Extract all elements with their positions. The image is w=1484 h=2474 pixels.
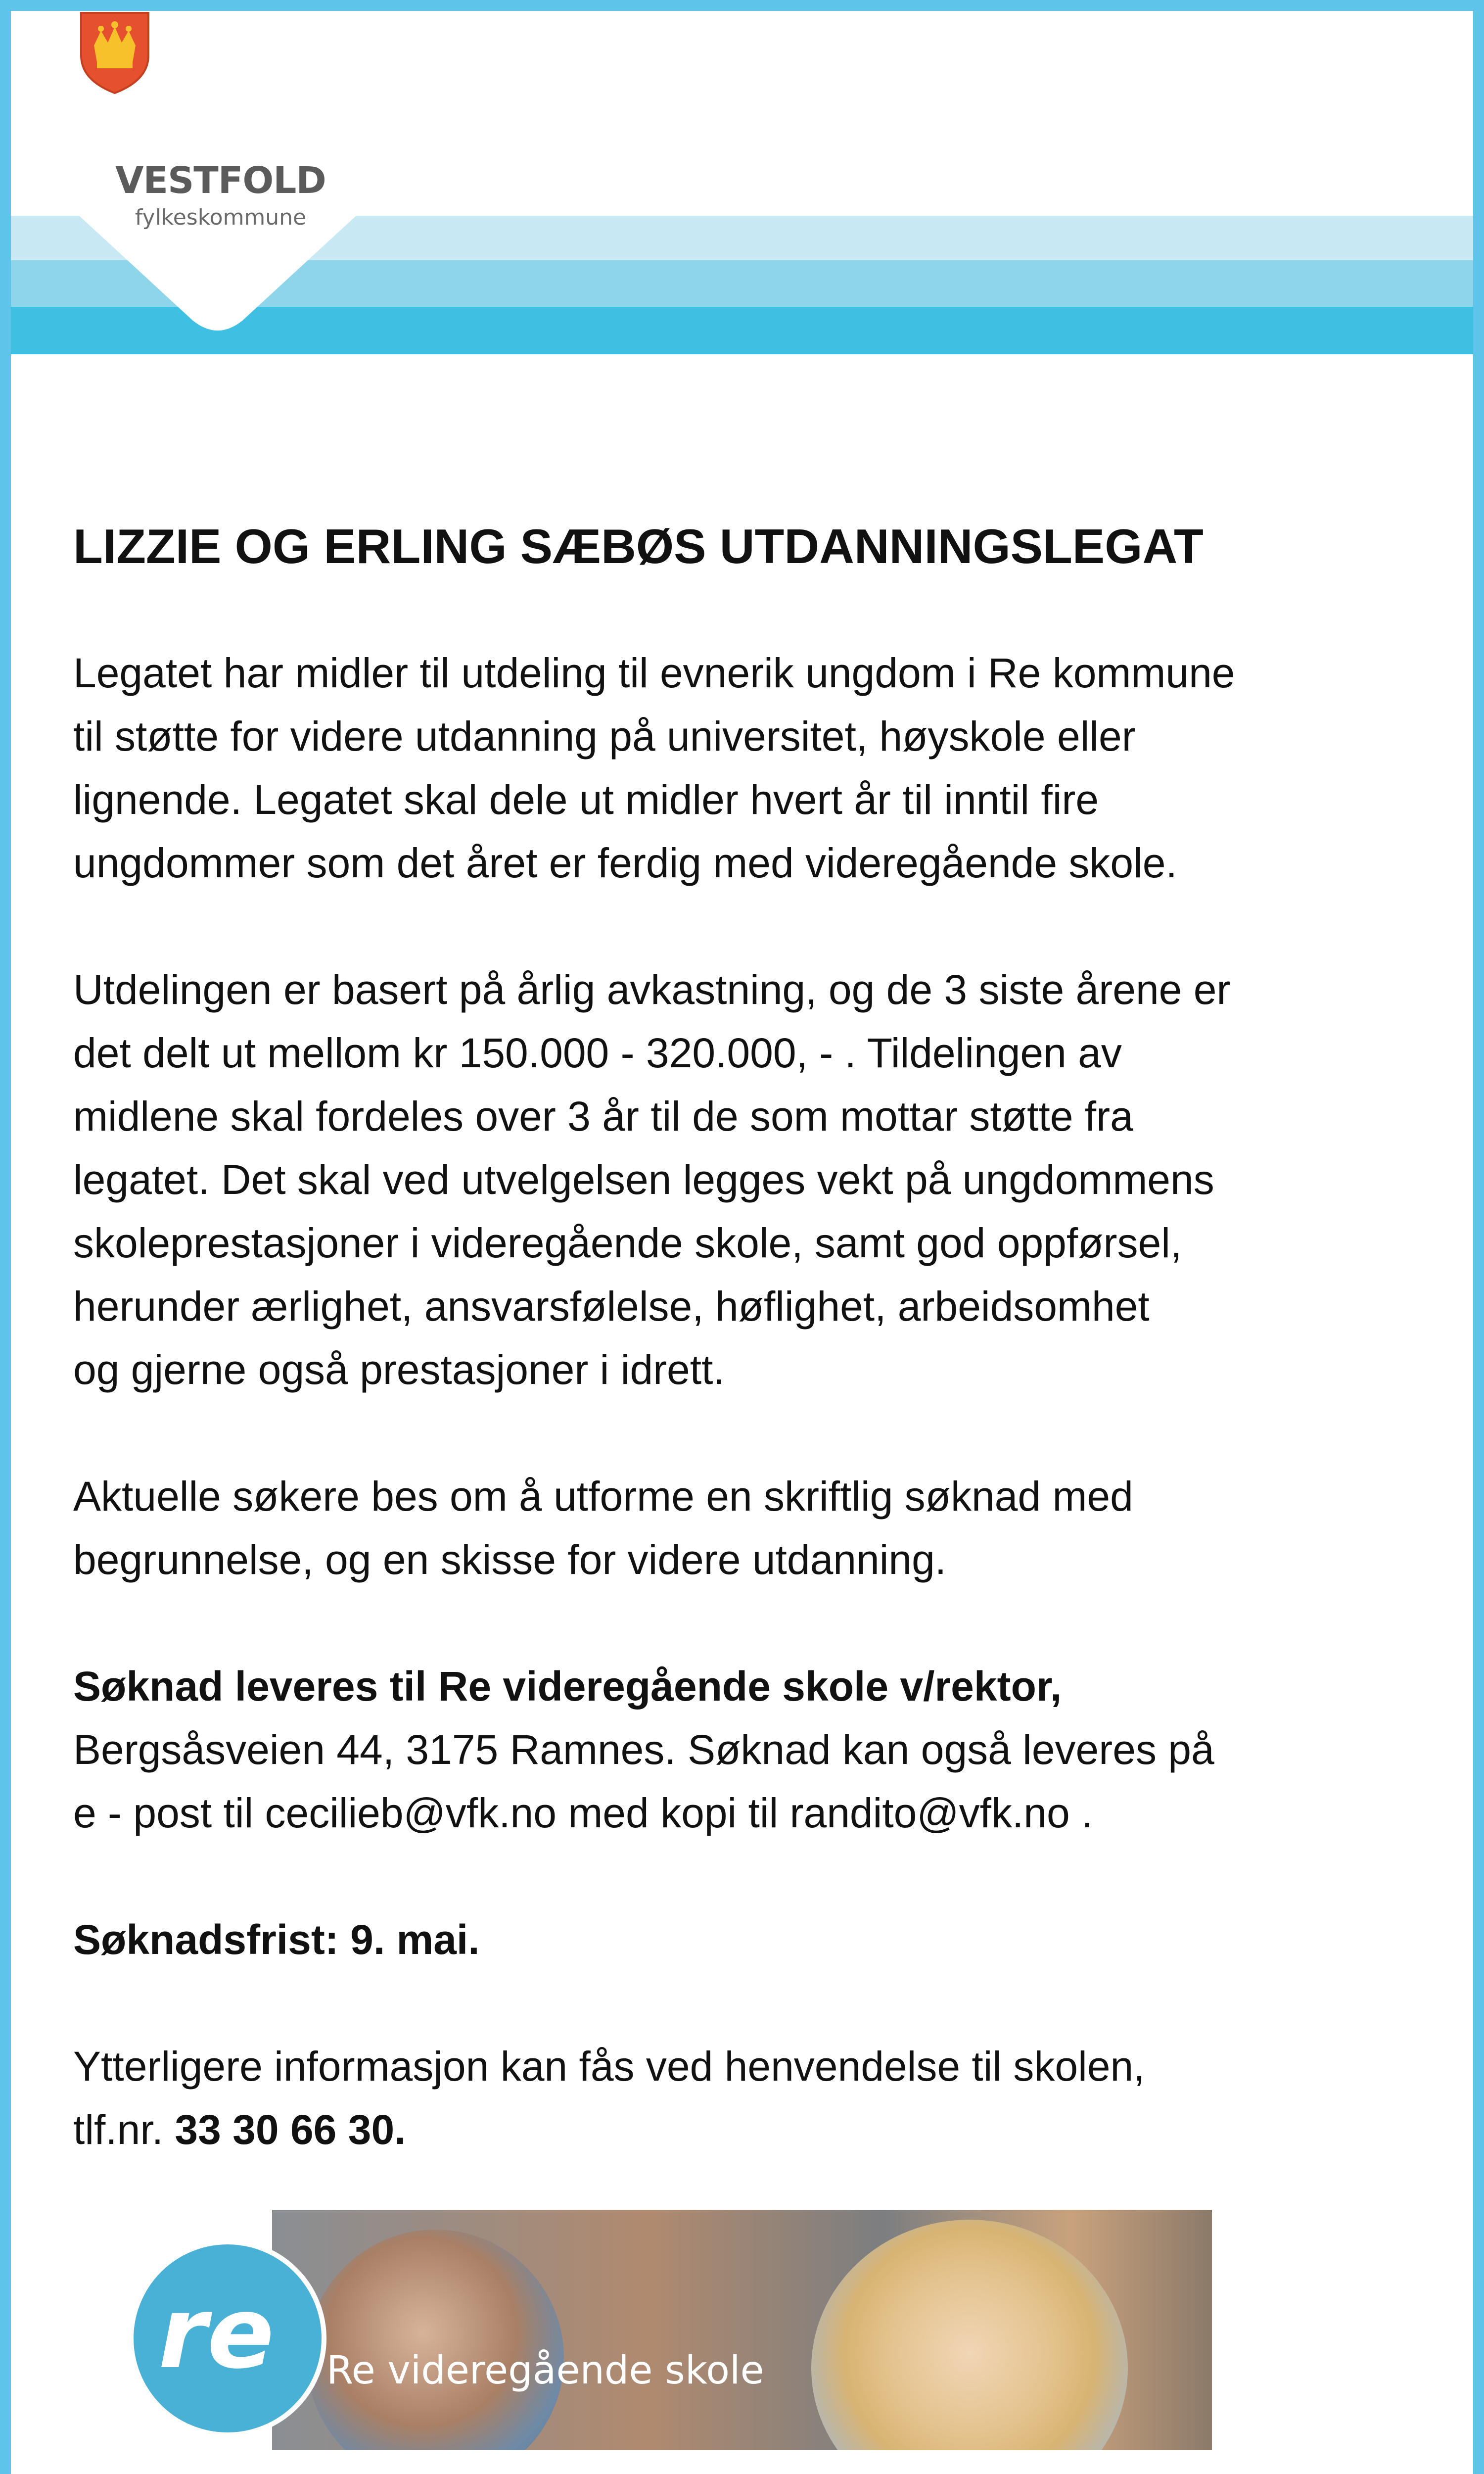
text-line: Legatet har midler til utdeling til evnerik ungdom i Re kommune bbox=[73, 650, 1235, 696]
phone-number: 33 30 66 30. bbox=[175, 2106, 406, 2153]
paragraph-purpose bbox=[73, 641, 1438, 895]
text-line: Utdelingen er basert på årlig avkastning, og de 3 siste årene er bbox=[73, 966, 1231, 1013]
logo-name: VESTFOLD bbox=[115, 159, 326, 202]
text-line: det delt ut mellom kr 150.000 - 320.000, - . Tildelingen av bbox=[73, 1030, 1122, 1076]
text-line: skoleprestasjoner i videregående skole, samt god oppførsel, bbox=[73, 1220, 1182, 1266]
banner-caption: Re videregående skole bbox=[326, 2348, 764, 2393]
text-line: og gjerne også prestasjoner i idrett. bbox=[73, 1346, 725, 1393]
text-line: legatet. Det skal ved utvelgelsen legges vekt på ungdommens bbox=[73, 1156, 1214, 1203]
logo-subtitle: fylkeskommune bbox=[135, 205, 307, 230]
coat-of-arms-icon bbox=[79, 11, 150, 95]
text-line: Bergsåsveien 44, 3175 Ramnes. Søknad kan også leveres på bbox=[73, 1726, 1214, 1773]
document-title: LIZZIE OG ERLING SÆBØS UTDANNINGSLEGAT bbox=[73, 519, 1204, 573]
paragraph-submission bbox=[73, 1655, 1438, 1845]
text-line: Aktuelle søkere bes om å utforme en skriftlig søknad med bbox=[73, 1473, 1133, 1520]
phone-label: tlf.nr. bbox=[73, 2106, 175, 2153]
text-line: Ytterligere informasjon kan fås ved henvendelse til skolen, bbox=[73, 2043, 1145, 2090]
text-line: begrunnelse, og en skisse for videre utdanning. bbox=[73, 1536, 947, 1583]
document-body bbox=[73, 515, 1438, 2161]
email-line: e - post til cecilieb@vfk.no med kopi til randito@vfk.no . bbox=[73, 1790, 1093, 1836]
paragraph-distribution bbox=[73, 958, 1438, 1401]
submission-heading: Søknad leveres til Re videregående skole v/rektor, bbox=[73, 1663, 1062, 1710]
phone-line bbox=[73, 2098, 1438, 2161]
paragraph-contact bbox=[73, 2035, 1438, 2161]
text-line: herunder ærlighet, ansvarsfølelse, høflighet, arbeidsomhet bbox=[73, 1283, 1150, 1330]
text-line: midlene skal fordeles over 3 år til de som mottar støtte fra bbox=[73, 1093, 1133, 1140]
re-logo-text: re bbox=[158, 2276, 275, 2391]
text-line: lignende. Legatet skal dele ut midler hvert år til inntil fire bbox=[73, 776, 1099, 823]
vestfold-logo bbox=[79, 11, 356, 331]
text-line: ungdommer som det året er ferdig med videregående skole. bbox=[73, 840, 1177, 886]
text-line: til støtte for videre utdanning på universitet, høyskole eller bbox=[73, 713, 1136, 760]
paragraph-application bbox=[73, 1465, 1438, 1591]
school-banner bbox=[129, 2210, 1212, 2450]
deadline: Søknadsfrist: 9. mai. bbox=[73, 1916, 480, 1963]
